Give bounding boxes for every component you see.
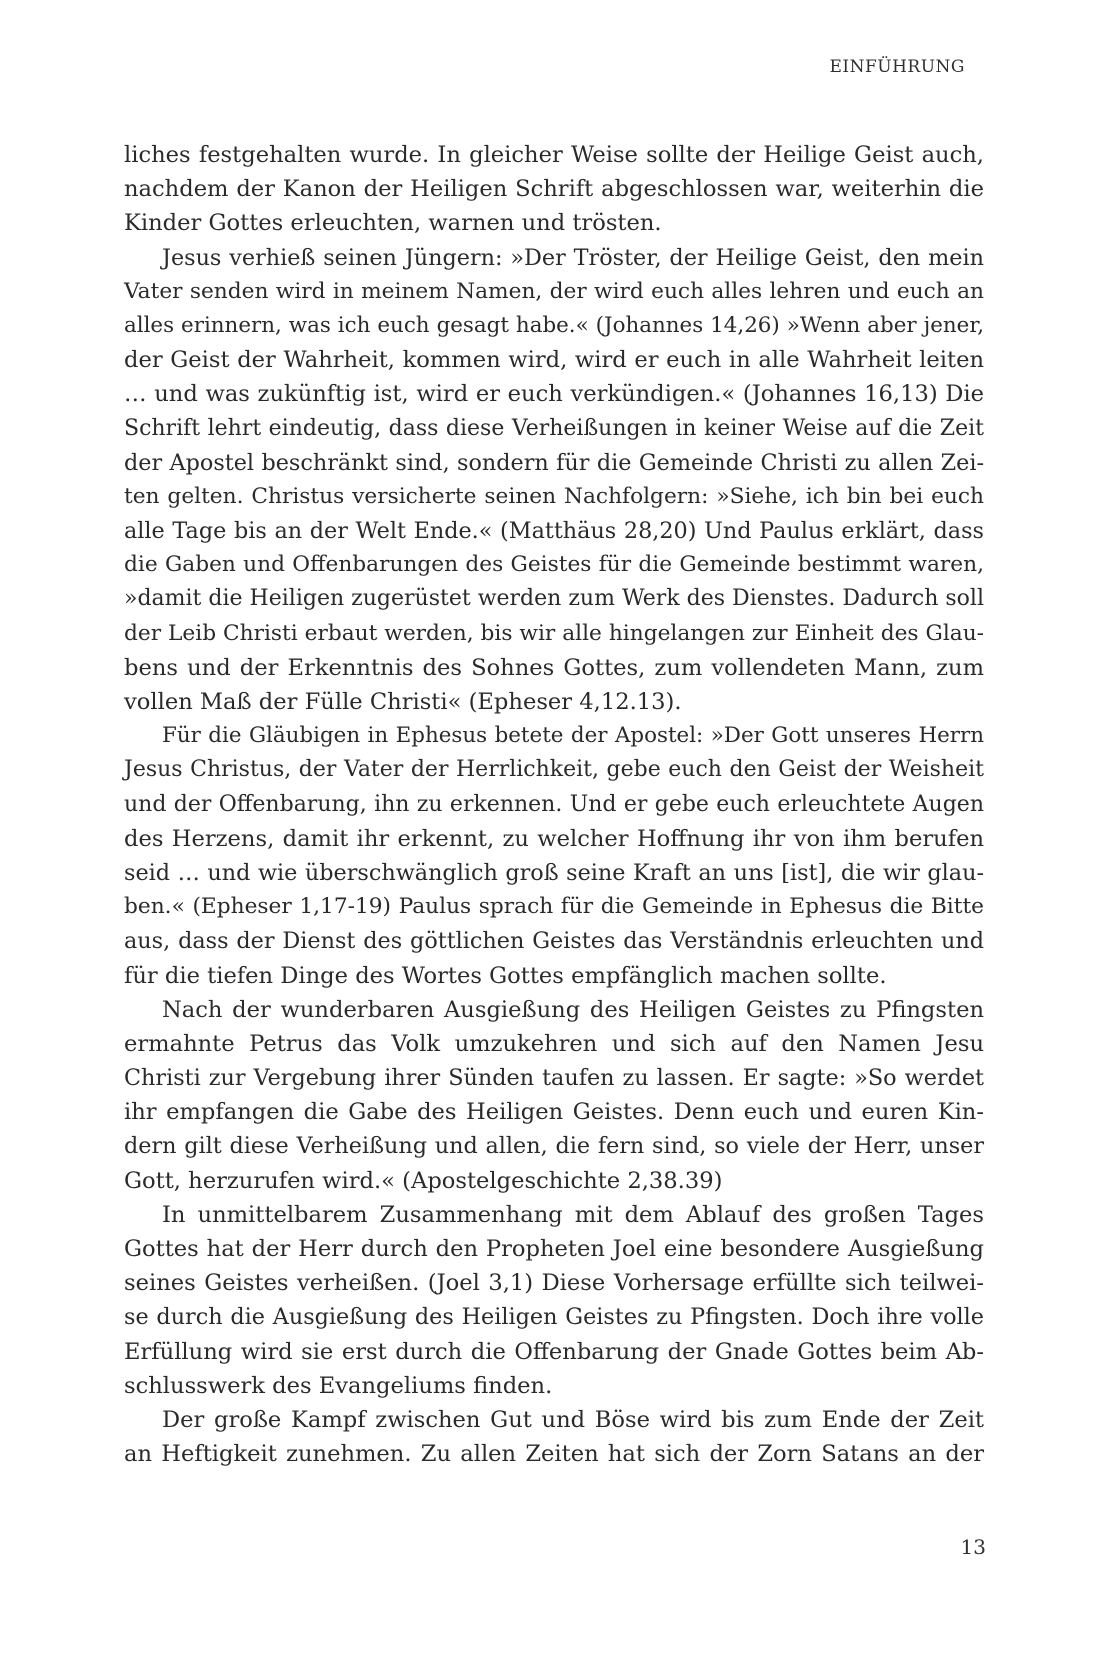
text-line: liches festgehalten wurde. In gleicher Weise sollte der Heilige Geist auch, bbox=[124, 142, 984, 168]
text-line: vollen Maß der Fülle Christi« (Epheser 4,12.13). bbox=[124, 689, 682, 715]
text-line: Jesus Christus, der Vater der Herrlichkeit, gebe euch den Geist der Weisheit bbox=[124, 757, 984, 783]
text-line: Gottes hat der Herr durch den Propheten Joel eine besondere Ausgießung bbox=[124, 1236, 984, 1262]
text-line: ben.« (Epheser 1,17-19) Paulus sprach für die Gemeinde in Ephesus die Bitte bbox=[124, 894, 984, 920]
text-line: aus, dass der Dienst des göttlichen Geistes das Verständnis erleuchten und bbox=[124, 928, 984, 955]
text-line: Jesus verhieß seinen Jüngern: »Der Tröster, der Heilige Geist, den mein bbox=[162, 244, 984, 271]
text-line: »damit die Heiligen zugerüstet werden zum Werk des Dienstes. Dadurch soll bbox=[124, 586, 984, 612]
running-head: EINFÜHRUNG bbox=[829, 57, 965, 77]
text-line: alles erinnern, was ich euch gesagt habe.« (Johannes 14,26) »Wenn aber jener, bbox=[124, 312, 984, 338]
text-line: Erfüllung wird sie erst durch die Offenbarung der Gnade Gottes beim Ab- bbox=[124, 1338, 984, 1365]
text-line: Nach der wunderbaren Ausgießung des Heiligen Geistes zu Pfingsten bbox=[162, 996, 984, 1023]
text-line: Gott, herzurufen wird.« (Apostelgeschichte 2,38.39) bbox=[124, 1167, 723, 1194]
text-line: ten gelten. Christus versicherte seinen Nachfolgern: »Siehe, ich bin bei euch bbox=[124, 483, 984, 509]
text-line: Kinder Gottes erleuchten, warnen und trösten. bbox=[124, 210, 662, 237]
text-line: se durch die Ausgießung des Heiligen Geistes zu Pfingsten. Doch ihre volle bbox=[124, 1304, 984, 1331]
text-line: dern gilt diese Verheißung und allen, die fern sind, so viele der Herr, unser bbox=[124, 1133, 984, 1160]
text-line: der Geist der Wahrheit, kommen wird, wird er euch in alle Wahrheit leiten bbox=[124, 347, 984, 374]
text-line: seines Geistes verheißen. (Joel 3,1) Diese Vorhersage erfüllte sich teilwei- bbox=[124, 1270, 984, 1297]
text-line: und der Offenbarung, ihn zu erkennen. Und er gebe euch erleuchtete Augen bbox=[124, 791, 984, 817]
text-line: an Heftigkeit zunehmen. Zu allen Zeiten hat sich der Zorn Satans an der bbox=[124, 1441, 984, 1468]
text-line: der Leib Christi erbaut werden, bis wir alle hingelangen zur Einheit des Glau- bbox=[124, 620, 984, 646]
text-line: Vater senden wird in meinem Namen, der wird euch alles lehren und euch an bbox=[124, 278, 984, 304]
text-line: In unmittelbarem Zusammenhang mit dem Ablauf des großen Tages bbox=[162, 1201, 984, 1228]
text-line: Der große Kampf zwischen Gut und Böse wird bis zum Ende der Zeit bbox=[162, 1406, 984, 1433]
text-line: Schrift lehrt eindeutig, dass diese Verheißungen in keiner Weise auf die Zeit bbox=[124, 415, 984, 441]
text-line: des Herzens, damit ihr erkennt, zu welcher Hoffnung ihr von ihm berufen bbox=[124, 825, 984, 852]
page-number: 13 bbox=[960, 1535, 986, 1559]
text-line: die Gaben und Offenbarungen des Geistes für die Gemeinde bestimmt waren, bbox=[124, 552, 984, 578]
text-line: seid … und wie überschwänglich groß seine Kraft an uns [ist], die wir glau- bbox=[124, 859, 984, 886]
body-text bbox=[124, 138, 984, 1471]
text-line: ihr empfangen die Gabe des Heiligen Geistes. Denn euch und euren Kin- bbox=[124, 1099, 984, 1126]
text-line: ermahnte Petrus das Volk umzukehren und sich auf den Namen Jesu bbox=[124, 1030, 984, 1057]
text-line: Christi zur Vergebung ihrer Sünden taufen zu lassen. Er sagte: »So werdet bbox=[124, 1065, 984, 1092]
text-line: nachdem der Kanon der Heiligen Schrift abgeschlossen war, weiterhin die bbox=[124, 176, 984, 203]
text-line: für die tiefen Dinge des Wortes Gottes empfänglich machen sollte. bbox=[124, 962, 887, 989]
text-line: bens und der Erkenntnis des Sohnes Gottes, zum vollendeten Mann, zum bbox=[124, 654, 984, 681]
text-line: schlusswerk des Evangeliums finden. bbox=[124, 1372, 553, 1399]
text-line: alle Tage bis an der Welt Ende.« (Matthäus 28,20) Und Paulus erklärt, dass bbox=[124, 518, 984, 545]
text-line: … und was zukünftig ist, wird er euch verkündigen.« (Johannes 16,13) Die bbox=[124, 381, 984, 408]
text-line: der Apostel beschränkt sind, sondern für die Gemeinde Christi zu allen Zei- bbox=[124, 449, 984, 476]
text-line: Für die Gläubigen in Ephesus betete der Apostel: »Der Gott unseres Herrn bbox=[162, 723, 984, 749]
